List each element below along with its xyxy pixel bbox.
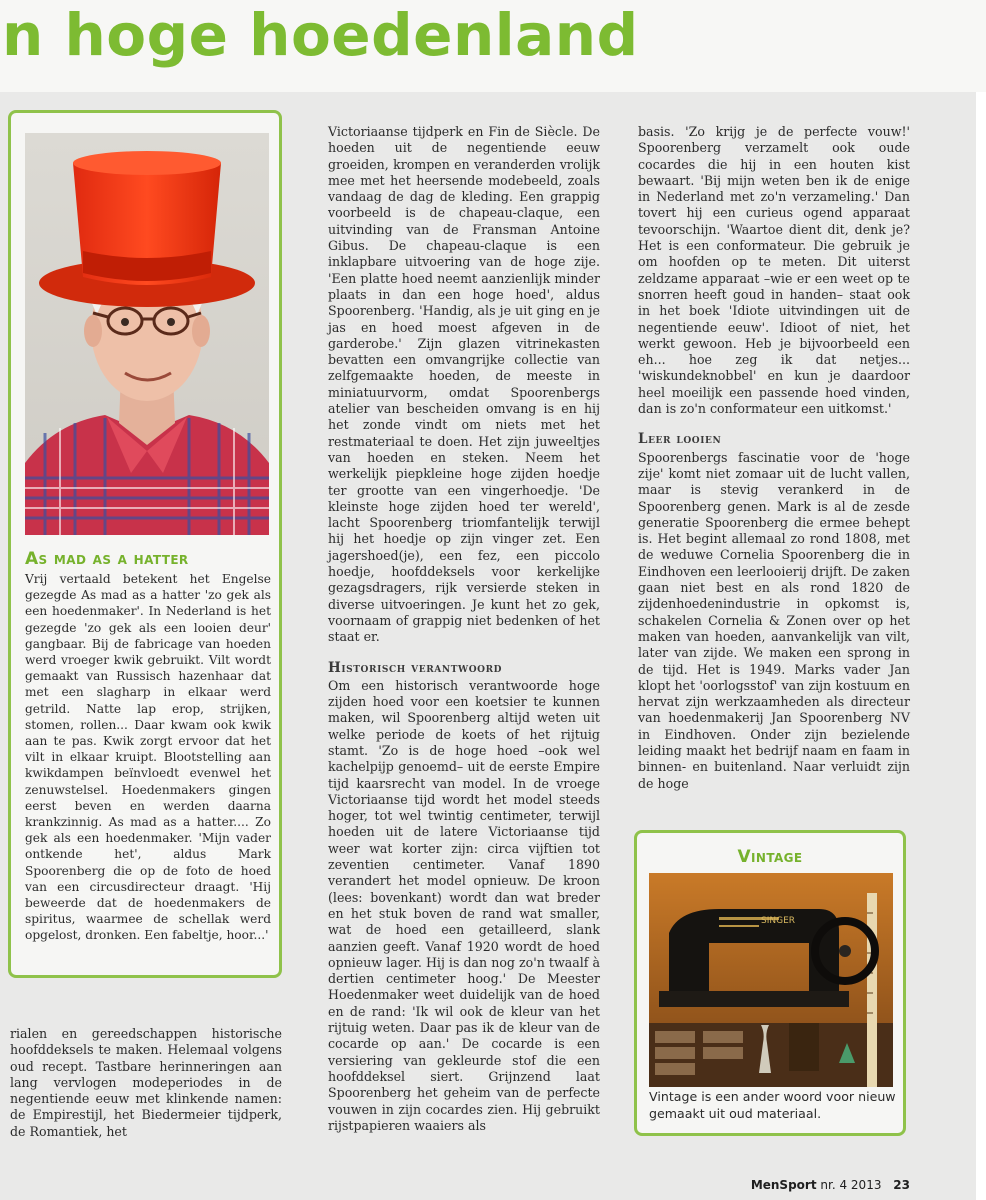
col3-paragraph-1: basis. 'Zo krijg je de perfecte vouw!' Spoorenberg verzamelt ook oude cocardes die hij in een houten kist bewaart. 'Bij mijn weten ben ik de enige in Nederland met zo'n verzameling.' Dan tovert hij een curieus ogend apparaat tevoorschijn. 'Waartoe dient dit, denk je? Het is een conformateur. Die gebruik je om hoofden op te meten. Dit uiterst zeldzame apparaat –wie er een weet op te snorren heeft goud in handen– staat ook in het boek 'Idiote uitvindingen uit de negentiende eeuw'. Idioot of niet, het werkt gewoon. Heb je bijvoorbeeld een eh... hoe zeg ik dat netjes... 'wiskundeknobbel' en kun je daardoor heel moeilijk een passende hoed vinden, dan is zo'n conformateur een uitkomst.' — [638, 124, 910, 417]
portrait-illustration — [25, 133, 269, 535]
page-number: 23 — [893, 1178, 910, 1192]
vintage-caption: Vintage is een ander woord voor nieuw gemaakt uit oud materiaal. — [649, 1089, 896, 1121]
column-1-bottom — [10, 1026, 282, 1140]
sidebar-box-mad-hatter — [8, 110, 282, 978]
magazine-name: MenSport — [750, 1178, 817, 1192]
sidebar-paragraph: Vrij vertaald betekent het Engelse gezegde As mad as a hatter 'zo gek als een hoedenmaker'. In Nederland is het gezegde 'zo gek als een looien deur' gangbaar. Bij de fabricage van hoeden werd vroeger kwik gebruikt. Vilt wordt gemaakt van Russisch hazenhaar dat met een slagharp in elkaar werd getrild. Natte lap erop, strijken, stomen, rollen... Daar kwam ook kwik aan te pas. Kwik zorgt ervoor dat het vilt in elkaar kruipt. Blootstelling aan kwikdampen beïnvloedt evenwel het zenuwstelsel. Hoedenmakers gingen eerst beven en werden daarna krankzinnig. As mad as a hatter.... Zo gek als een hoedenmaker. 'Mijn vader ontkende het', aldus Mark Spoorenberg die op de foto de hoed van een circusdirecteur draagt. 'Hij beweerde dat de hoedenmakers de spiritus, waarmee de schellak werd opgelost, dronken. Een fabeltje, hoor...' — [25, 572, 271, 943]
sidebar-text — [25, 571, 271, 944]
column-2 — [328, 124, 600, 1134]
man-with-red-top-hat-photo — [25, 133, 269, 535]
column-3 — [638, 124, 910, 792]
vintage-heading: Vintage — [737, 847, 803, 867]
page-edge — [976, 92, 986, 1200]
col3-paragraph-2: Spoorenbergs fascinatie voor de 'hoge zije' komt niet zomaar uit de lucht vallen, maar is stevig verankerd in de Spoorenberg genen. Mark is al de zesde generatie Spoorenberg die ermee behept is. Het begint allemaal zo rond 1808, met de weduwe Cornelia Spoorenberg die in Eindhoven een leerlooierij drijft. De zaken gaan niet best en als rond 1820 de zijdenhoedenindustrie in opkomst is, schakelen Cornelia & Zonen over op het maken van hoeden, aanvankelijk van vilt, later van zijde. We maken een sprong in de tijd. Het is 1949. Marks vader Jan klopt het 'oorlogsstof' van zijn kostuum en hervat zijn werkzaamheden als directeur van hoedenmakerij Jan Spoorenberg NV in Eindhoven. Onder zijn bezielende leiding maakt het bedrijf naam en faam in binnen- en buitenland. Naar verluidt zijn de hoge — [638, 449, 910, 791]
col2-paragraph-2: Om een historisch verantwoorde hoge zijden hoed voor een koetsier te kunnen maken, wil Spoorenberg altijd weten uit welke periode de koets of het rijtuig stamt. 'Zo is de hoge hoed –ook wel kachelpijp genoemd– uit de eerste Empire tijd kaarsrecht van model. In de vroege Victoriaanse tijd wordt het model steeds hoger, tot wel twintig centimeter, terwijl hoeden uit de latere Victoriaanse tijd weer wat korter zijn: circa vijftien tot zeventien centimeter. Vanaf 1890 verandert het model opnieuw. De kroon (lees: bovenkant) wordt dan wat breder en het stuk boven de rand wat smaller, wat de hoed een getailleerd, slank aanzien geeft. Vanaf 1920 wordt de hoed opnieuw lager. Hij is dan nog zo'n twaalf à dertien centimeter hoog.' De Meester Hoedenmaker weet duidelijk van de hoed en de rand: 'Ik wil ook de kleur van het rijtuig weten. Daar pas ik de kleur van de cocarde op aan.' De cocarde is een versiering van gekleurde stof die een hoofddeksel siert. Grijnzend laat Spoorenberg het geheim van de perfecte vouwen in zijn cocardes zien. Hij gebruikt rijstpapieren waaiers als — [328, 677, 600, 1133]
col3-subheading: Leer looien — [638, 431, 722, 448]
col2-paragraph-1: Victoriaanse tijdperk en Fin de Siècle. De hoeden uit de negentiende eeuw groeiden, krompen en veranderden vrolijk mee met het heersende modebeeld, zoals vandaag de dag de kleding. Een grappig voorbeeld is de chapeau-claque, een uitvinding van de Fransman Antoine Gibus. De chapeau-claque is een inklapbare uitvoering van de hoge zije. 'Een platte hoed neemt aanzienlijk minder plaats in dan een hoge hoed', aldus Spoorenberg. 'Handig, als je uit ging en je jas en hoed moest afgeven in de garderobe.' Zijn glazen vitrinekasten bevatten een omvangrijke collectie van zelfgemaakte hoeden, de meeste in miniatuurvorm, omdat Spoorenbergs atelier van bescheiden omvang is en hij het zonde vindt om niets met het restmateriaal te doen. Het zijn juweeltjes van hoeden en steken. Neem het werkelijk piepkleine hoge zijden hoedje ter grootte van een vingerhoedje. 'De kleinste hoge zijden hoed ter wereld', lacht Spoorenberg triomfantelijk terwijl hij het hoedje op zijn vinger zet. Een jagershoed(je), een fez, een piccolo hoedje, hoofddeksels voor kerkelijke gezagsdragers, rijk versierde steken in diverse uitvoeringen. Je kunt het zo gek, voornaam of grappig niet bedenken of het staat er. — [328, 124, 600, 645]
page-title: n hoge hoedenland — [2, 1, 639, 69]
issue-number: nr. 4 2013 — [820, 1178, 882, 1192]
singer-label: SINGER — [761, 916, 796, 926]
sidebar-heading: As mad as a hatter — [25, 549, 189, 569]
col1-paragraph: rialen en gereedschappen historische hoofddeksels te maken. Helemaal volgens oud recept. Tastbare herinneringen aan lang vervlogen modeperiodes in de negentiende eeuw met klinkende namen: de Empirestijl, het Biedermeier tijdperk, de Romantiek, het — [10, 1026, 282, 1139]
vintage-box — [634, 830, 906, 1136]
page-footer — [751, 1178, 910, 1192]
page-title-band — [0, 0, 986, 92]
sewing-machine-illustration — [649, 873, 893, 1087]
col2-subheading: Historisch verantwoord — [328, 659, 503, 676]
sewing-machine-photo — [649, 873, 893, 1087]
